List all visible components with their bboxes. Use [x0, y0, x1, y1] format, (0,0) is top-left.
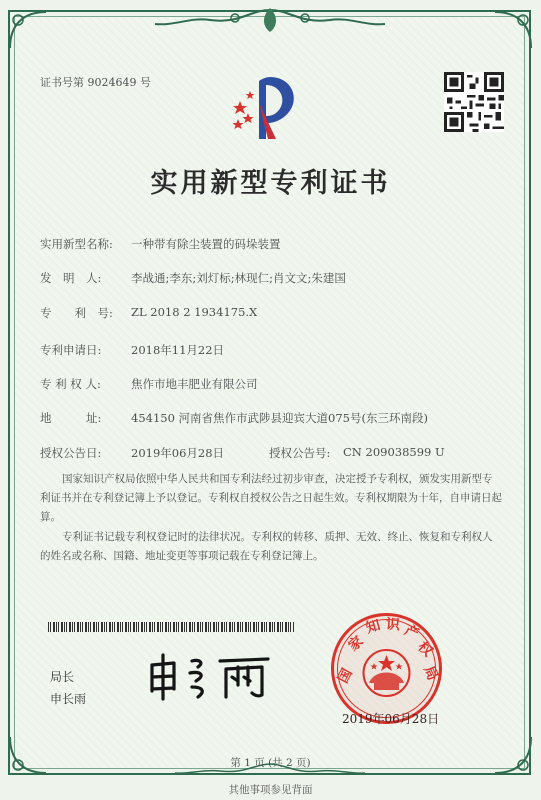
- certificate-number-suffix: 号: [140, 76, 151, 89]
- seal-char-4: 识: [385, 616, 401, 634]
- director-name: 申长雨: [50, 692, 87, 706]
- back-note: 其他事项参见背面: [228, 784, 313, 796]
- page-info: 第 1 页 (共 2 页): [230, 757, 311, 769]
- seal-char-7: 局: [420, 663, 441, 683]
- seal-char-2: 家: [345, 633, 367, 655]
- cnipa-logo-icon: [226, 73, 306, 145]
- address-label: 地 址:: [40, 411, 102, 425]
- patent-number-value: ZL 2018 2 1934175.X: [131, 305, 258, 319]
- certificate-title: 实用新型专利证书: [150, 168, 391, 199]
- filing-date-label: 专利申请日:: [40, 343, 102, 357]
- qr-code-icon: [444, 72, 504, 132]
- certificate-number-label: 证书号第: [40, 76, 84, 89]
- inventor-label: 发 明 人:: [40, 271, 102, 285]
- grant-date-value: 2019年06月28日: [131, 446, 225, 460]
- corner-ornament-top-left: [8, 10, 48, 50]
- patent-number-label: 专 利 号:: [40, 306, 113, 320]
- grant-number-label: 授权公告号:: [269, 446, 331, 460]
- inventor-value: 李战通;李东;刘灯标;林现仁;肖文文;朱建国: [131, 271, 346, 285]
- top-ornament: [150, 6, 390, 36]
- patentee-label: 专 利 权 人:: [40, 377, 101, 391]
- certificate-number-value: 9024649: [87, 76, 137, 89]
- barcode: [48, 622, 294, 632]
- certificate-number: [40, 74, 151, 90]
- seal-char-5: 产: [401, 622, 422, 643]
- seal-char-1: 国: [335, 666, 356, 687]
- seal-char-6: 权: [414, 638, 436, 661]
- director-title: 局长: [50, 670, 75, 684]
- official-seal: [329, 611, 444, 726]
- director-signature: [146, 651, 276, 701]
- utility-model-name-value: 一种带有除尘装置的码垛装置: [131, 237, 281, 251]
- address-value: 454150 河南省焦作市武陟县迎宾大道075号(东三环南段): [131, 411, 428, 425]
- patentee-value: 焦作市地丰肥业有限公司: [131, 377, 258, 391]
- grant-number-value: CN 209038599 U: [343, 445, 445, 459]
- corner-ornament-top-right: [493, 10, 533, 50]
- grant-date-label: 授权公告日:: [40, 446, 102, 460]
- legal-paragraph-1: 国家知识产权局依照中华人民共和国专利法经过初步审查，决定授予专利权，颁发实用新型专利证书并在专利登记簿上予以登记。专利权自授权公告之日起生效。专利权期限为十年，自申请日起算。: [40, 473, 502, 523]
- seal-char-3: 知: [364, 617, 383, 637]
- utility-model-name-label: 实用新型名称:: [40, 237, 113, 251]
- legal-paragraph-2: 专利证书记载专利权登记时的法律状况。专利权的转移、质押、无效、终止、恢复和专利权人的姓名或名称、国籍、地址变更等事项记载在专利登记簿上。: [40, 531, 493, 562]
- seal-date: 2019年06月28日: [342, 712, 440, 726]
- filing-date-value: 2018年11月22日: [131, 343, 225, 357]
